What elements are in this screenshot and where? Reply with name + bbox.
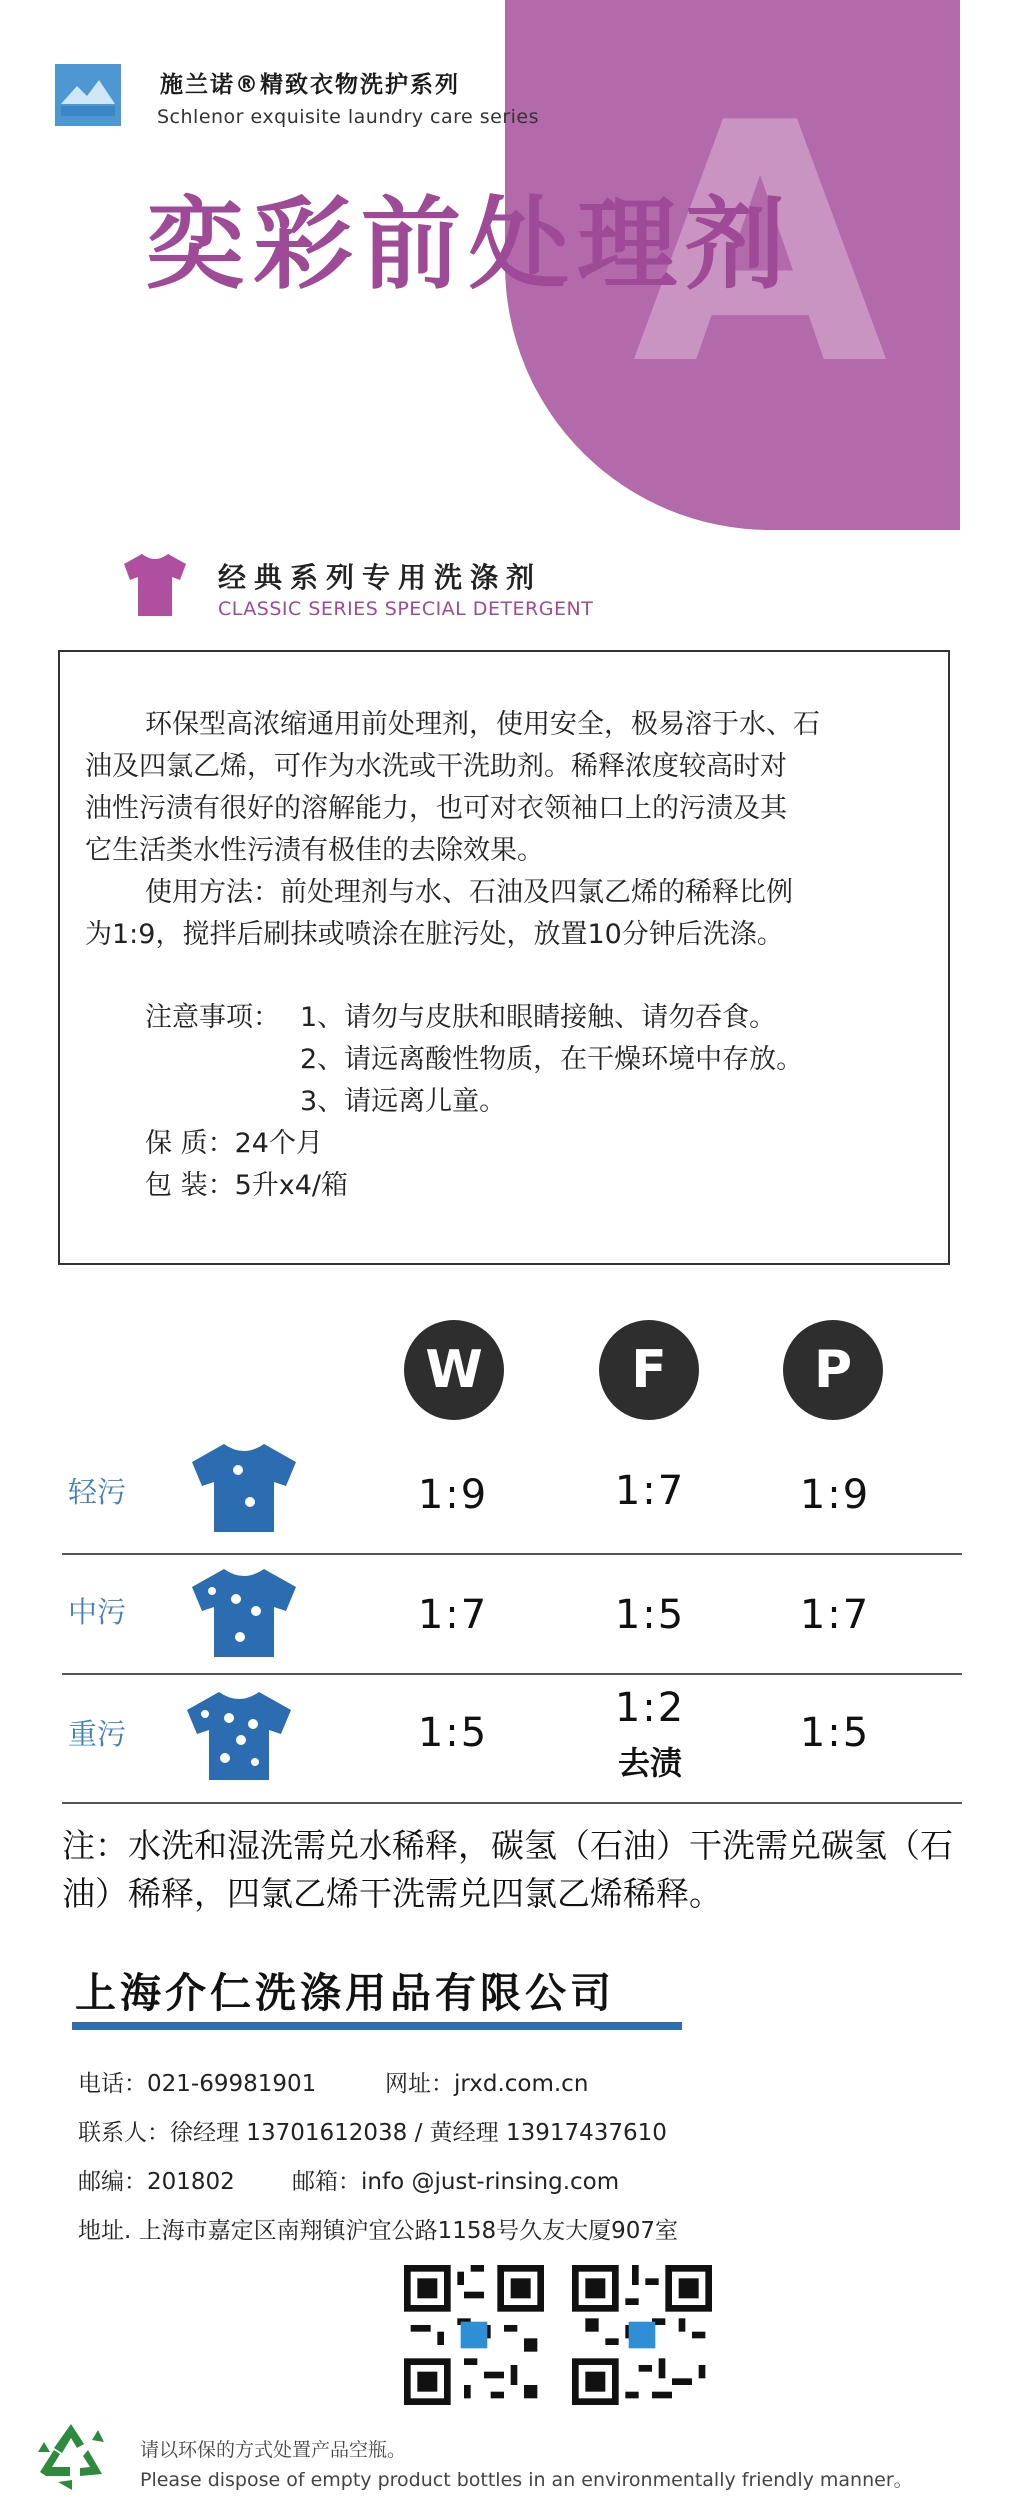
footer-disposal-cn: 请以环保的方式处置产品空瓶。 bbox=[140, 2439, 407, 2461]
caution-item: 3、请远离儿童。 bbox=[300, 1086, 507, 1117]
ratio-heavy-f: 1:2 bbox=[614, 1685, 686, 1731]
qr-code-icon bbox=[572, 2265, 712, 2405]
ratio-light-p: 1:9 bbox=[799, 1472, 871, 1518]
brand-logo-icon bbox=[55, 64, 121, 126]
row-label-heavy: 重污 bbox=[68, 1717, 127, 1751]
shelf-life: 保 质：24个月 bbox=[145, 1128, 323, 1159]
medium-stain-shirt-icon bbox=[188, 1565, 300, 1661]
brand-name-en: Schlenor exquisite laundry care series bbox=[157, 106, 540, 128]
company-email[interactable]: 邮箱：info @just-rinsing.com bbox=[292, 2169, 620, 2195]
header-big-letter: A bbox=[632, 53, 888, 437]
company-underline bbox=[72, 2022, 682, 2030]
usage-line: 使用方法：前处理剂与水、石油及四氯乙烯的稀释比例 bbox=[145, 877, 793, 908]
description-line: 油性污渍有很好的溶解能力，也可对衣领袖口上的污渍及其 bbox=[85, 793, 787, 824]
ratio-heavy-f-note: 去渍 bbox=[617, 1744, 682, 1782]
row-divider bbox=[62, 1673, 962, 1675]
company-address: 地址. 上海市嘉定区南翔镇沪宜公路1158号久友大厦907室 bbox=[78, 2218, 679, 2244]
ratio-light-w: 1:9 bbox=[417, 1472, 489, 1518]
column-w-badge: W bbox=[404, 1320, 504, 1420]
caution-item: 2、请远离酸性物质，在干燥环境中存放。 bbox=[300, 1044, 804, 1075]
description-line: 油及四氯乙烯，可作为水洗或干洗助剂。稀释浓度较高时对 bbox=[85, 751, 787, 782]
description-line: 环保型高浓缩通用前处理剂，使用安全，极易溶于水、石 bbox=[145, 709, 820, 740]
company-website[interactable]: 网址：jrxd.com.cn bbox=[385, 2071, 589, 2097]
description-line: 它生活类水性污渍有极佳的去除效果。 bbox=[85, 835, 544, 866]
company-name: 上海介仁洗涤用品有限公司 bbox=[75, 1969, 615, 2017]
ratio-heavy-p: 1:5 bbox=[799, 1710, 871, 1756]
footer-disposal-en: Please dispose of empty product bottles in an environmentally friendly manner。 bbox=[140, 2469, 913, 2491]
packaging: 包 装：5升x4/箱 bbox=[145, 1170, 349, 1201]
company-contacts: 联系人：徐经理 13701612038 / 黄经理 13917437610 bbox=[78, 2120, 667, 2146]
product-title: 奕彩前处理剂 bbox=[145, 186, 793, 303]
company-phone: 电话：021-69981901 bbox=[78, 2071, 317, 2097]
purple-shirt-icon bbox=[120, 550, 190, 620]
description-box bbox=[58, 650, 950, 1265]
column-f-badge: F bbox=[599, 1320, 699, 1420]
brand-name-cn: 施兰诺®精致衣物洗护系列 bbox=[160, 72, 460, 98]
ratio-heavy-w: 1:5 bbox=[417, 1710, 489, 1756]
usage-line: 为1:9，搅拌后刷抹或喷涂在脏污处，放置10分钟后洗涤。 bbox=[85, 919, 784, 950]
ratio-medium-p: 1:7 bbox=[799, 1592, 871, 1638]
row-label-light: 轻污 bbox=[68, 1475, 127, 1509]
row-divider bbox=[62, 1553, 962, 1555]
row-divider bbox=[62, 1802, 962, 1804]
column-p-badge: P bbox=[783, 1320, 883, 1420]
series-title-cn: 经典系列专用洗涤剂 bbox=[218, 561, 543, 594]
company-postcode: 邮编：201802 bbox=[78, 2169, 235, 2195]
row-label-medium: 中污 bbox=[68, 1595, 127, 1629]
ratio-medium-f: 1:5 bbox=[614, 1592, 686, 1638]
light-stain-shirt-icon bbox=[188, 1440, 300, 1536]
ratio-light-f: 1:7 bbox=[614, 1468, 686, 1514]
qr-code-icon bbox=[404, 2265, 544, 2405]
recycle-icon bbox=[32, 2420, 110, 2494]
series-title-en: CLASSIC SERIES SPECIAL DETERGENT bbox=[218, 598, 594, 620]
caution-label: 注意事项： bbox=[145, 1002, 280, 1033]
dilution-note: 注：水洗和湿洗需兑水稀释，碳氢（石油）干洗需兑碳氢（石油）稀释，四氯乙烯干洗需兑四氯乙烯稀释。 bbox=[62, 1826, 953, 1913]
heavy-stain-shirt-icon bbox=[183, 1688, 295, 1784]
caution-item: 1、请勿与皮肤和眼睛接触、请勿吞食。 bbox=[300, 1002, 777, 1033]
ratio-medium-w: 1:7 bbox=[417, 1592, 489, 1638]
